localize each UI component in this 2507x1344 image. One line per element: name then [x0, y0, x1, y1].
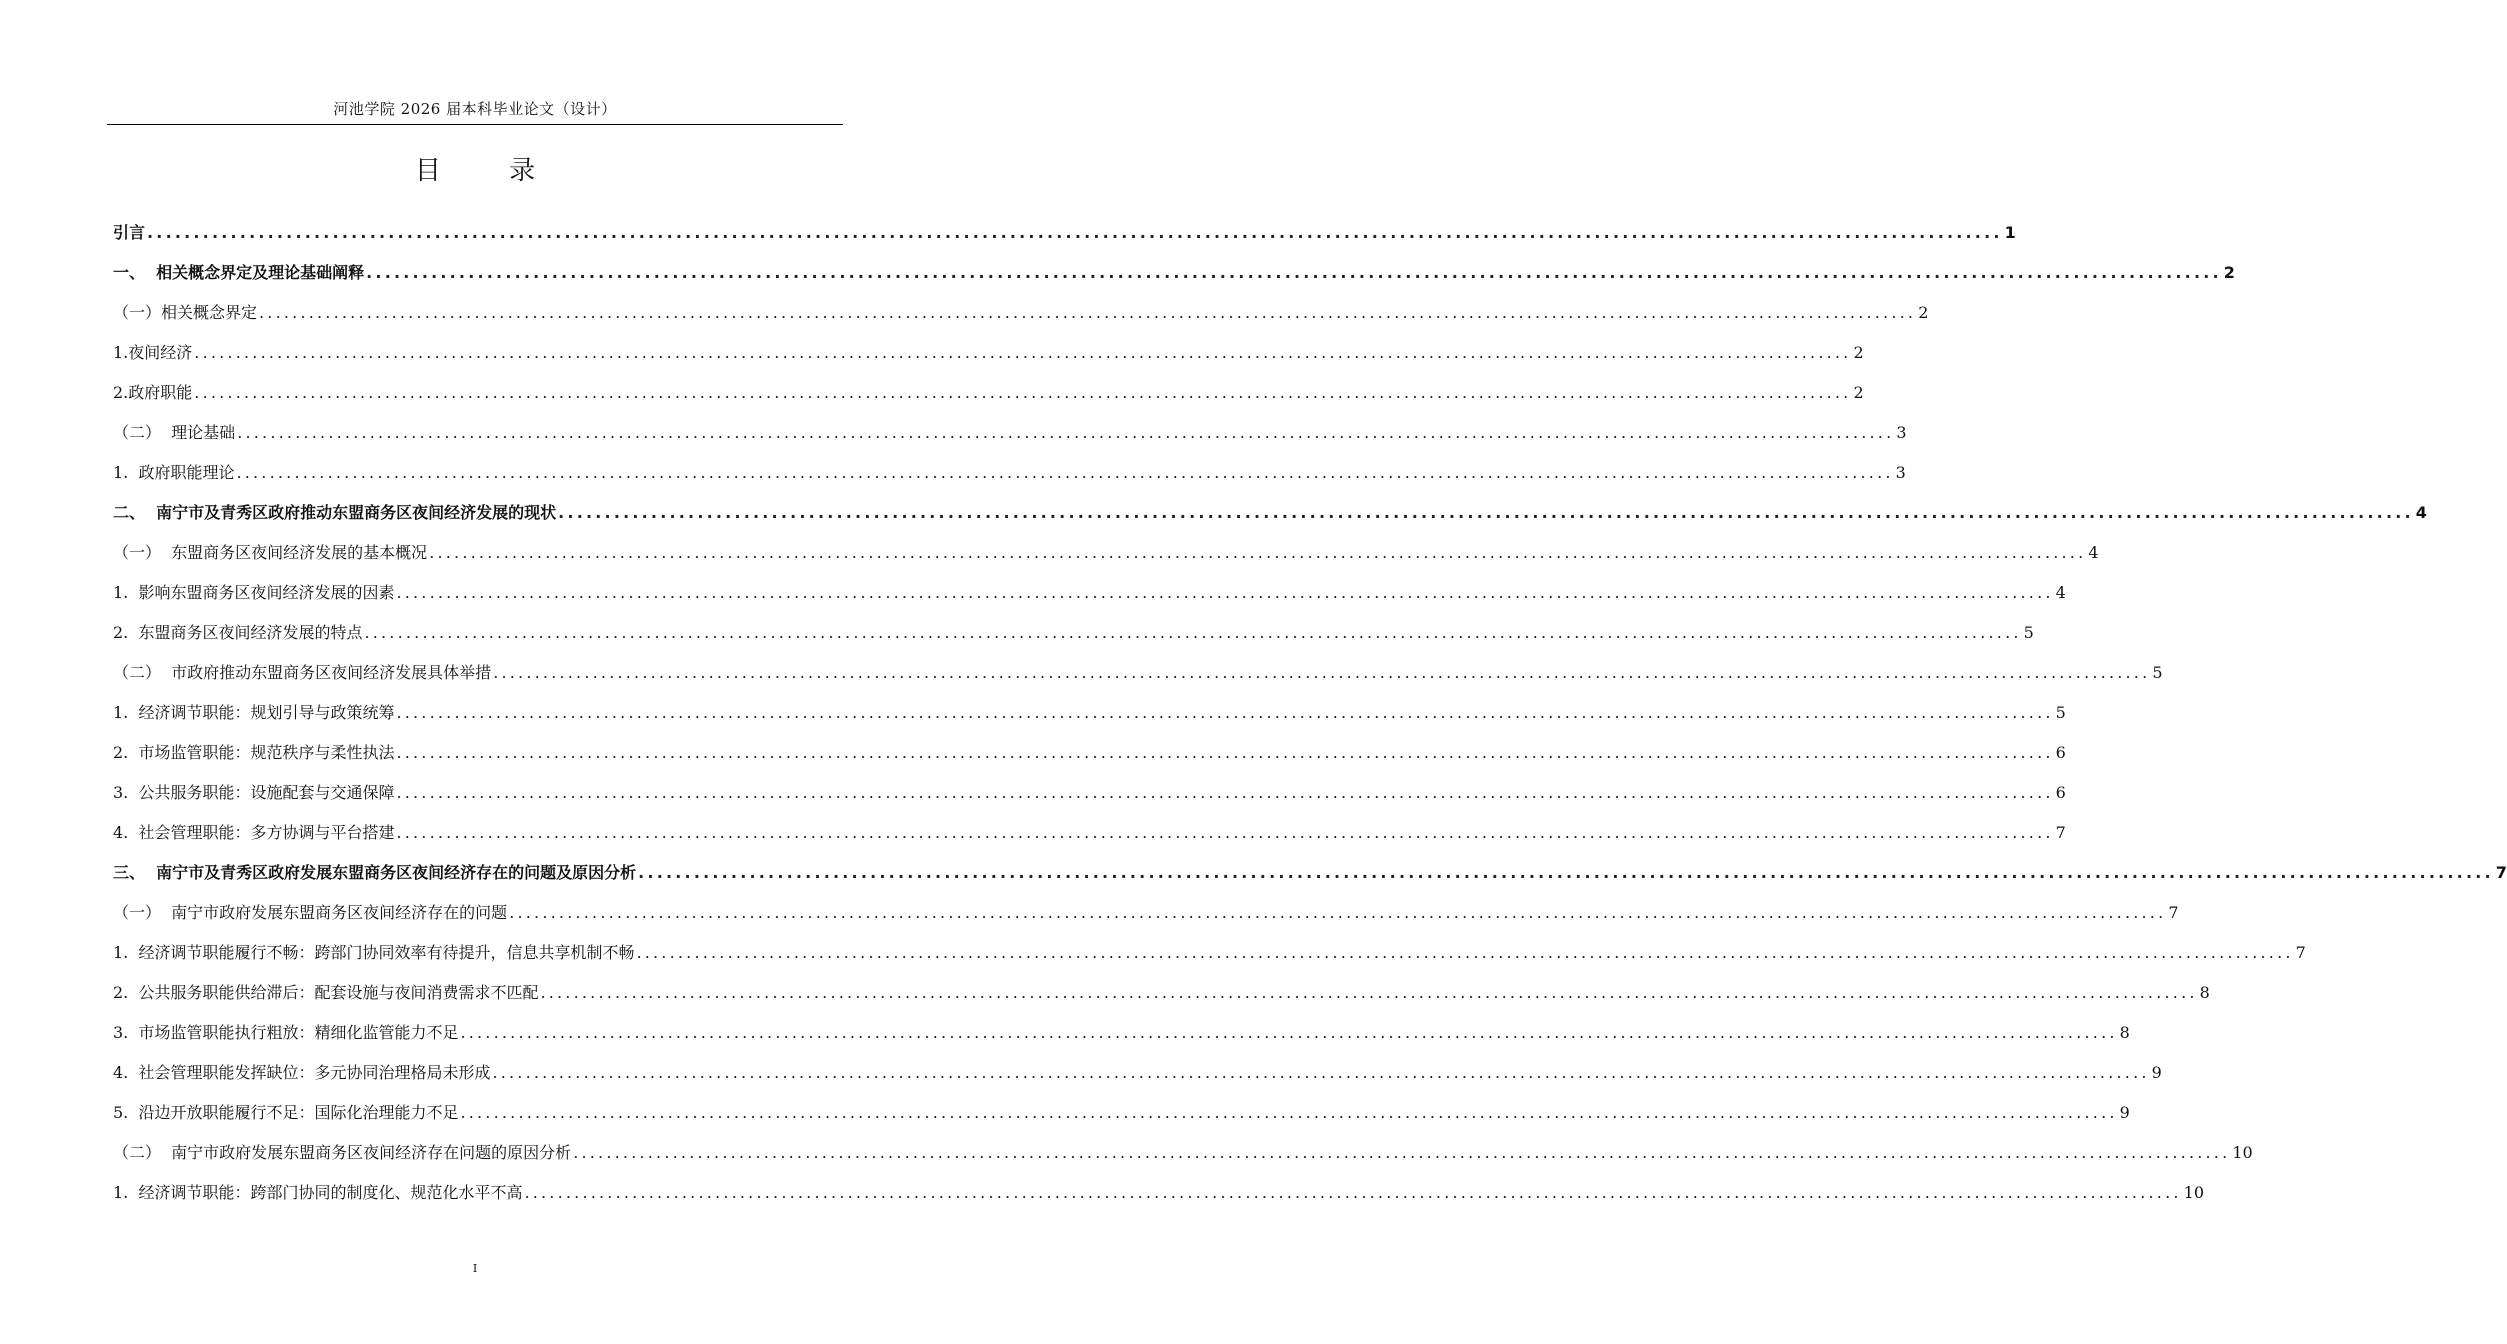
- toc-entry-label: 2. 市场监管职能：规范秩序与柔性执法: [113, 743, 395, 762]
- toc-entry-label: （一） 东盟商务区夜间经济发展的基本概况: [113, 543, 428, 562]
- table-of-contents: [113, 223, 2507, 1223]
- toc-entry[interactable]: [113, 783, 2066, 823]
- toc-leader-dots: ........................................................................................................................................................................................................: [493, 663, 2151, 682]
- toc-entry-label: 1. 政府职能理论: [113, 463, 235, 482]
- toc-entry[interactable]: [113, 703, 2066, 743]
- toc-entry-label: 引言: [113, 223, 146, 242]
- toc-leader-dots: ........................................................................................................................................................................................................: [194, 383, 1852, 402]
- toc-entry-page: 4: [2415, 503, 2427, 522]
- toc-leader-dots: ........................................................................................................................................................................................................: [194, 343, 1852, 362]
- toc-leader-dots: ........................................................................................................................................................................................................: [259, 303, 1917, 322]
- toc-entry-label: （二） 南宁市政府发展东盟商务区夜间经济存在问题的原因分析: [113, 1143, 572, 1162]
- toc-leader-dots: ........................................................................................................................................................................................................: [558, 503, 2414, 522]
- toc-leader-dots: ........................................................................................................................................................................................................: [524, 1183, 2182, 1202]
- toc-leader-dots: ........................................................................................................................................................................................................: [540, 983, 2198, 1002]
- toc-entry-label: （二） 理论基础: [113, 423, 236, 442]
- footer-page-number: I: [472, 1262, 478, 1275]
- toc-leader-dots: ........................................................................................................................................................................................................: [236, 463, 1894, 482]
- toc-entry[interactable]: [113, 1103, 2130, 1143]
- toc-entry[interactable]: [113, 503, 2427, 543]
- toc-entry-page: 9: [2119, 1103, 2130, 1122]
- toc-entry[interactable]: [113, 223, 2016, 263]
- toc-entry[interactable]: [113, 543, 2099, 583]
- toc-entry[interactable]: [113, 423, 1907, 463]
- toc-entry[interactable]: [113, 343, 1864, 383]
- toc-entry[interactable]: [113, 263, 2235, 303]
- toc-entry-page: 8: [2119, 1023, 2130, 1042]
- toc-leader-dots: ........................................................................................................................................................................................................: [460, 1103, 2118, 1122]
- toc-leader-dots: ........................................................................................................................................................................................................: [509, 903, 2167, 922]
- toc-leader-dots: ........................................................................................................................................................................................................: [396, 783, 2054, 802]
- toc-entry[interactable]: [113, 1183, 2204, 1223]
- toc-entry-page: 3: [1896, 423, 1907, 442]
- toc-entry-label: 1.夜间经济: [113, 343, 193, 362]
- toc-entry-page: 5: [2023, 623, 2034, 642]
- toc-entry-label: 5. 沿边开放职能履行不足：国际化治理能力不足: [113, 1103, 459, 1122]
- toc-entry-label: 4. 社会管理职能：多方协调与平台搭建: [113, 823, 395, 842]
- toc-entry[interactable]: [113, 623, 2034, 663]
- toc-entry[interactable]: [113, 583, 2066, 623]
- toc-leader-dots: ........................................................................................................................................................................................................: [573, 1143, 2231, 1162]
- toc-entry[interactable]: [113, 1023, 2130, 1063]
- header-divider: [107, 124, 843, 125]
- toc-entry-page: 3: [1895, 463, 1906, 482]
- toc-entry-label: 1. 经济调节职能履行不畅：跨部门协同效率有待提升，信息共享机制不畅: [113, 943, 635, 962]
- toc-entry-page: 5: [2055, 703, 2066, 722]
- toc-entry-page: 2: [1853, 383, 1864, 402]
- page-title: 目 录: [414, 156, 566, 186]
- toc-entry[interactable]: [113, 983, 2210, 1023]
- toc-entry[interactable]: [113, 1143, 2253, 1183]
- toc-leader-dots: ........................................................................................................................................................................................................: [237, 423, 1895, 442]
- toc-leader-dots: ........................................................................................................................................................................................................: [396, 743, 2054, 762]
- toc-leader-dots: ........................................................................................................................................................................................................: [492, 1063, 2150, 1082]
- toc-leader-dots: ........................................................................................................................................................................................................: [396, 583, 2054, 602]
- toc-entry-page: 6: [2055, 783, 2066, 802]
- toc-entry-page: 10: [2232, 1143, 2253, 1162]
- toc-entry-label: （一）相关概念界定: [113, 303, 258, 322]
- toc-entry[interactable]: [113, 663, 2163, 703]
- toc-leader-dots: ........................................................................................................................................................................................................: [460, 1023, 2118, 1042]
- toc-entry-label: 二、 南宁市及青秀区政府推动东盟商务区夜间经济发展的现状: [113, 503, 557, 522]
- toc-entry[interactable]: [113, 903, 2179, 943]
- toc-entry-page: 10: [2183, 1183, 2204, 1202]
- toc-entry-page: 5: [2152, 663, 2163, 682]
- toc-entry[interactable]: [113, 463, 1906, 503]
- toc-entry-page: 9: [2151, 1063, 2162, 1082]
- toc-entry[interactable]: [113, 863, 2507, 903]
- toc-entry-page: 7: [2055, 823, 2066, 842]
- toc-entry-label: （一） 南宁市政府发展东盟商务区夜间经济存在的问题: [113, 903, 508, 922]
- toc-entry-label: （二） 市政府推动东盟商务区夜间经济发展具体举措: [113, 663, 492, 682]
- toc-leader-dots: ........................................................................................................................................................................................................: [636, 943, 2294, 962]
- toc-entry[interactable]: [113, 383, 1864, 423]
- toc-entry[interactable]: [113, 303, 1929, 343]
- toc-entry-label: 3. 市场监管职能执行粗放：精细化监管能力不足: [113, 1023, 459, 1042]
- toc-entry-label: 1. 经济调节职能：规划引导与政策统筹: [113, 703, 395, 722]
- toc-leader-dots: ........................................................................................................................................................................................................: [638, 863, 2494, 882]
- toc-entry[interactable]: [113, 823, 2066, 863]
- toc-entry-page: 7: [2295, 943, 2306, 962]
- toc-entry-label: 1. 经济调节职能：跨部门协同的制度化、规范化水平不高: [113, 1183, 523, 1202]
- toc-entry-label: 2. 公共服务职能供给滞后：配套设施与夜间消费需求不匹配: [113, 983, 539, 1002]
- toc-entry[interactable]: [113, 1063, 2162, 1103]
- toc-entry-page: 7: [2495, 863, 2507, 882]
- toc-entry-label: 三、 南宁市及青秀区政府发展东盟商务区夜间经济存在的问题及原因分析: [113, 863, 637, 882]
- toc-entry-page: 4: [2088, 543, 2099, 562]
- toc-entry-page: 2: [2223, 263, 2235, 282]
- toc-leader-dots: ........................................................................................................................................................................................................: [366, 263, 2222, 282]
- toc-leader-dots: ........................................................................................................................................................................................................: [364, 623, 2022, 642]
- toc-entry-label: 2. 东盟商务区夜间经济发展的特点: [113, 623, 363, 642]
- toc-entry-page: 2: [1918, 303, 1929, 322]
- toc-entry-label: 3. 公共服务职能：设施配套与交通保障: [113, 783, 395, 802]
- toc-entry[interactable]: [113, 943, 2306, 983]
- toc-leader-dots: ........................................................................................................................................................................................................: [429, 543, 2087, 562]
- toc-entry-page: 4: [2055, 583, 2066, 602]
- toc-entry-label: 一、 相关概念界定及理论基础阐释: [113, 263, 365, 282]
- running-header: 河池学院 2026 届本科毕业论文（设计）: [333, 100, 617, 118]
- toc-entry-page: 8: [2199, 983, 2210, 1002]
- toc-leader-dots: ........................................................................................................................................................................................................: [396, 823, 2054, 842]
- toc-entry-page: 6: [2055, 743, 2066, 762]
- toc-entry-label: 1. 影响东盟商务区夜间经济发展的因素: [113, 583, 395, 602]
- toc-leader-dots: ........................................................................................................................................................................................................: [396, 703, 2054, 722]
- toc-entry-page: 1: [2004, 223, 2016, 242]
- toc-entry-page: 7: [2168, 903, 2179, 922]
- toc-entry-page: 2: [1853, 343, 1864, 362]
- toc-leader-dots: ........................................................................................................................................................................................................: [147, 223, 2003, 242]
- toc-entry-label: 4. 社会管理职能发挥缺位：多元协同治理格局未形成: [113, 1063, 491, 1082]
- toc-entry-label: 2.政府职能: [113, 383, 193, 402]
- toc-entry[interactable]: [113, 743, 2066, 783]
